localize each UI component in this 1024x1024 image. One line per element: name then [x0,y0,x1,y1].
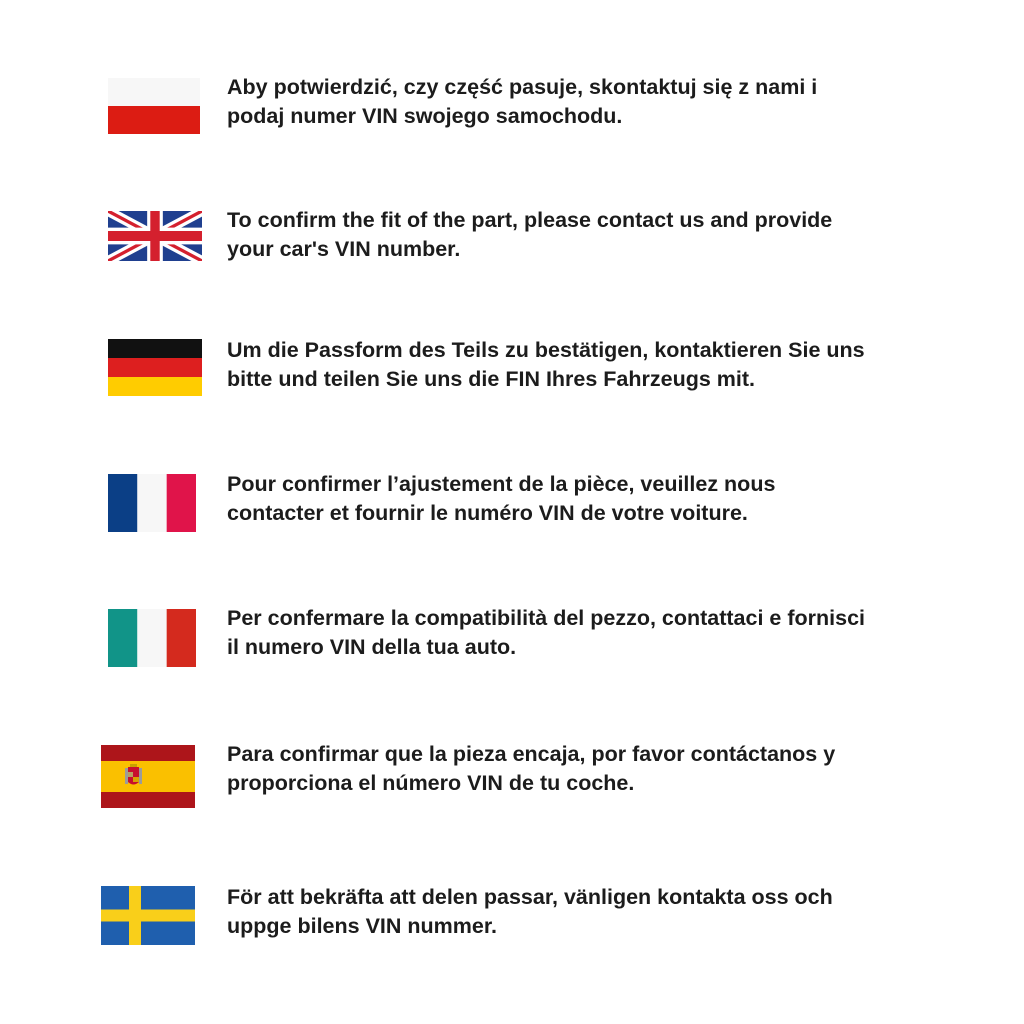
notice-line-2: il numero VIN della tua auto. [227,635,517,659]
notice-line-2: bitte und teilen Sie uns die FIN Ihres Fahrzeugs mit. [227,367,756,391]
germany-flag-icon [108,339,202,396]
notice-line-2: podaj numer VIN swojego samochodu. [227,104,623,128]
notice-line-2: contacter et fournir le numéro VIN de votre voiture. [227,501,748,525]
notice-text-italian [227,604,967,662]
notice-line-1: Pour confirmer l’ajustement de la pièce, veuillez nous [227,472,776,496]
notice-text-french [227,470,967,528]
notice-text-polish [227,73,967,131]
notice-text-english [227,206,967,264]
notice-text-spanish [227,740,967,798]
notice-text-german [227,336,967,394]
notice-line-1: Per confermare la compatibilità del pezzo, contattaci e fornisci [227,606,866,630]
notice-line-2: uppge bilens VIN nummer. [227,914,497,938]
notice-line-1: För att bekräfta att delen passar, vänligen kontakta oss och [227,885,833,909]
notice-text-swedish [227,883,967,941]
sweden-flag-icon [101,886,195,945]
notice-line-1: Aby potwierdzić, czy część pasuje, skontaktuj się z nami i [227,75,818,99]
notice-line-1: To confirm the fit of the part, please contact us and provide [227,208,833,232]
notice-line-1: Para confirmar que la pieza encaja, por favor contáctanos y [227,742,836,766]
poland-flag-icon [108,78,200,134]
notice-line-2: your car's VIN number. [227,237,461,261]
notice-line-1: Um die Passform des Teils zu bestätigen, kontaktieren Sie uns [227,338,865,362]
italy-flag-icon [108,609,196,667]
uk-flag-icon [108,211,202,261]
notice-line-2: proporciona el número VIN de tu coche. [227,771,635,795]
france-flag-icon [108,474,196,532]
spain-flag-icon [101,745,195,808]
